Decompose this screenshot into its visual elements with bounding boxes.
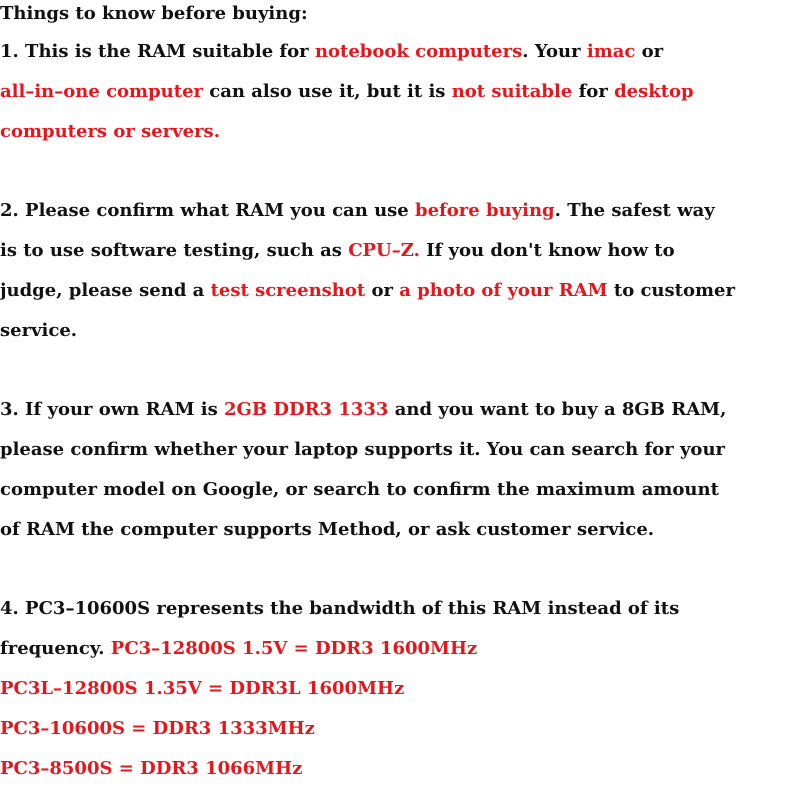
note-4-line-2 [0,636,477,662]
note-2-line-3 [0,278,735,304]
note-2-line-1 [0,198,715,224]
note-1-line-3 [0,119,220,145]
body-text: If you don't know how to [419,240,675,261]
note-3-line-4 [0,517,654,543]
note-4-line-4 [0,716,315,742]
highlighted-text: PC3L–12800S 1.35V = DDR3L 1600MHz [0,678,405,699]
highlighted-text: PC3–10600S = DDR3 1333MHz [0,718,315,739]
body-text: service. [0,320,78,341]
note-3-line-2 [0,437,725,463]
highlighted-text: a photo of your RAM [399,280,608,301]
highlighted-text: PC3–8500S = DDR3 1066MHz [0,758,303,779]
body-text: computer model on Google, or search to confirm the maximum amount [0,479,719,500]
body-text: . Your [522,41,587,62]
highlighted-text: not suitable [451,81,573,102]
body-text: frequency. [0,638,111,659]
note-4-line-1 [0,596,679,622]
note-3-line-3 [0,477,719,503]
body-text: for [572,81,615,102]
body-text: 4. PC3–10600S represents the bandwidth of this RAM instead of its [0,598,680,619]
body-text: and you want to buy a 8GB RAM, [388,399,727,420]
note-2-line-4 [0,318,77,344]
highlighted-text: notebook computers [314,41,523,62]
highlighted-text: before buying [415,200,555,221]
body-text: 3. If your own RAM is [0,399,224,420]
highlighted-text: imac [586,41,636,62]
highlighted-text: computers or servers. [0,121,220,142]
note-4-line-5 [0,756,302,782]
note-3-line-1 [0,397,726,423]
highlighted-text: PC3–12800S 1.5V = DDR3 1600MHz [110,638,478,659]
body-text: 1. This is the RAM suitable for [0,41,315,62]
body-text: to customer [607,280,735,301]
body-text: judge, please send a [0,280,211,301]
highlighted-text: desktop [614,81,694,102]
highlighted-text: CPU–Z. [348,240,420,261]
body-text: or [635,41,664,62]
body-text: is to use software testing, such as [0,240,349,261]
note-1-line-1 [0,39,663,65]
note-2-line-2 [0,238,675,264]
highlighted-text: 2GB DDR3 1333 [224,399,389,420]
note-4-line-3 [0,676,404,702]
body-text: or [365,280,400,301]
body-text: 2. Please confirm what RAM you can use [0,200,416,221]
body-text: can also use it, but it is [203,81,452,102]
highlighted-text: test screenshot [210,280,366,301]
body-text: . The safest way [554,200,715,221]
document-heading: Things to know before buying: [0,3,308,24]
body-text: of RAM the computer supports Method, or ask customer service. [0,519,655,540]
body-text: please confirm whether your laptop supports it. You can search for your [0,439,726,460]
highlighted-text: all–in–one computer [0,81,204,102]
note-1-line-2 [0,79,694,105]
